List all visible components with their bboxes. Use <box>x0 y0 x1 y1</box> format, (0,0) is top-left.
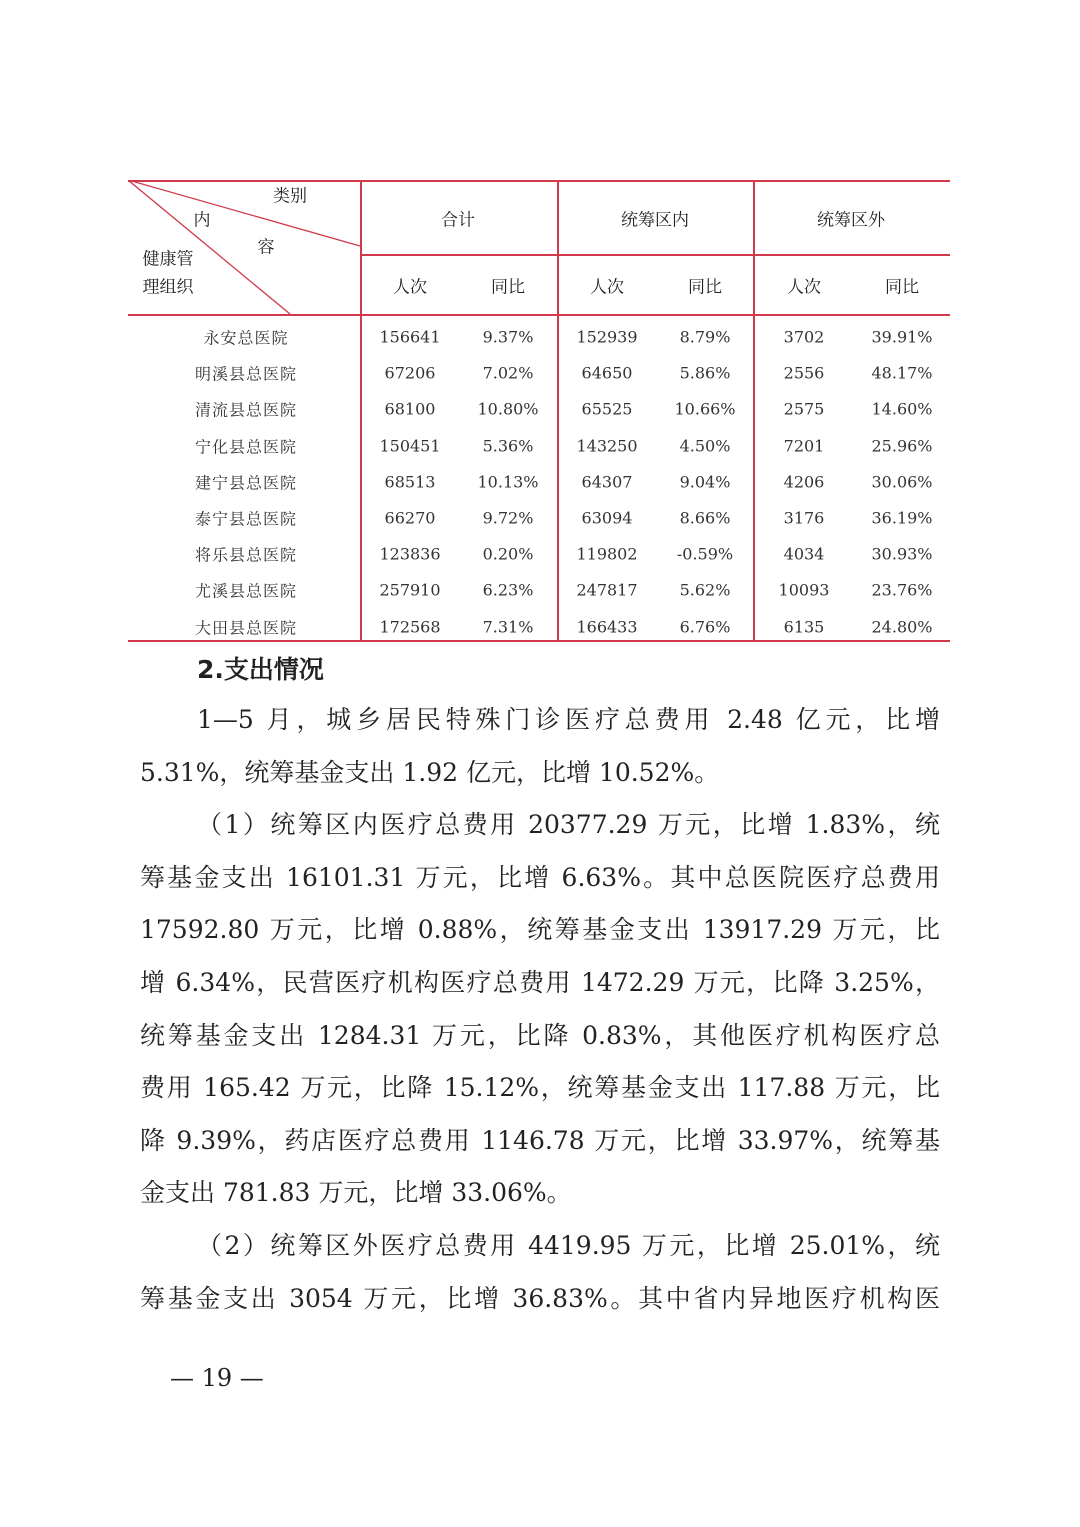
page-number: — 19 — <box>170 1364 264 1392</box>
table-cell: 10093 <box>778 580 830 600</box>
paragraph-line: 17592.80 万元，比增 0.88%，统筹基金支出 13917.29 万元，比 <box>140 915 940 945</box>
corner-label-content-1: 内 <box>193 210 211 231</box>
section-heading: 2.支出情况 <box>197 655 324 684</box>
table-cell: 156641 <box>379 327 441 347</box>
column-divider <box>753 180 755 641</box>
paragraph-line: （2）统筹区外医疗总费用 4419.95 万元，比增 25.01%，统 <box>197 1231 940 1260</box>
table-cell: 9.37% <box>482 327 534 347</box>
table-cell: 152939 <box>576 327 638 347</box>
table-cell: 39.91% <box>871 327 933 347</box>
table-cell: 8.66% <box>679 508 731 528</box>
column-group-header: 统筹区外 <box>817 210 885 231</box>
table-cell: 6.76% <box>679 617 731 637</box>
table-cell: 48.17% <box>871 363 933 383</box>
paragraph-line: 费用 165.42 万元，比降 15.12%，统筹基金支出 117.88 万元，比 <box>140 1073 940 1103</box>
column-sub-header: 同比 <box>885 277 919 298</box>
row-hospital-name: 宁化县总医院 <box>194 437 298 457</box>
table-cell: 7201 <box>783 436 825 456</box>
column-sub-header: 人次 <box>393 277 427 298</box>
row-hospital-name: 永安总医院 <box>203 328 289 348</box>
table-cell: 5.36% <box>482 436 534 456</box>
table-cell: 65525 <box>581 399 633 419</box>
table-cell: 25.96% <box>871 436 933 456</box>
table-cell: 30.93% <box>871 544 933 564</box>
table-cell: 36.19% <box>871 508 933 528</box>
statistics-table <box>128 180 950 641</box>
table-cell: 119802 <box>576 544 638 564</box>
table-cell: -0.59% <box>676 544 734 564</box>
table-cell: 63094 <box>581 508 633 528</box>
table-cell: 5.86% <box>679 363 731 383</box>
paragraph-line: 增 6.34%，民营医疗机构医疗总费用 1472.29 万元，比降 3.25%， <box>140 968 940 997</box>
table-cell: 166433 <box>576 617 638 637</box>
row-hospital-name: 将乐县总医院 <box>194 545 298 565</box>
table-cell: 150451 <box>379 436 441 456</box>
column-group-header: 合计 <box>441 210 475 231</box>
table-cell: 4206 <box>783 472 825 492</box>
paragraph-line: 金支出 781.83 万元，比增 33.06%。 <box>140 1178 572 1208</box>
header-mid-rule <box>360 254 950 256</box>
table-cell: 64650 <box>581 363 633 383</box>
corner-label-org-1: 健康管 <box>142 249 194 270</box>
paragraph-line: （1）统筹区内医疗总费用 20377.29 万元，比增 1.83%，统 <box>197 810 940 840</box>
table-cell: 68513 <box>384 472 436 492</box>
table-cell: 23.76% <box>871 580 933 600</box>
table-cell: 0.20% <box>482 544 534 564</box>
table-cell: 5.62% <box>679 580 731 600</box>
paragraph-line: 筹基金支出 3054 万元，比增 36.83%。其中省内异地医疗机构医 <box>140 1283 940 1313</box>
table-cell: 4034 <box>783 544 825 564</box>
column-sub-header: 人次 <box>590 277 624 298</box>
table-cell: 9.04% <box>679 472 731 492</box>
table-cell: 30.06% <box>871 472 933 492</box>
table-cell: 4.50% <box>679 436 731 456</box>
row-hospital-name: 建宁县总医院 <box>194 473 298 493</box>
table-cell: 7.31% <box>482 617 534 637</box>
table-cell: 3702 <box>783 327 825 347</box>
row-hospital-name: 明溪县总医院 <box>194 364 298 384</box>
table-cell: 247817 <box>576 580 638 600</box>
table-cell: 3176 <box>783 508 825 528</box>
table-cell: 9.72% <box>482 508 534 528</box>
table-cell: 6.23% <box>482 580 534 600</box>
paragraph-line: 降 9.39%，药店医疗总费用 1146.78 万元，比增 33.97%，统筹基 <box>140 1125 940 1155</box>
table-cell: 10.80% <box>477 399 539 419</box>
table-cell: 257910 <box>379 580 441 600</box>
column-sub-header: 同比 <box>491 277 525 298</box>
table-cell: 10.13% <box>477 472 539 492</box>
row-hospital-name: 大田县总医院 <box>194 618 298 638</box>
row-hospital-name: 泰宁县总医院 <box>194 509 298 529</box>
column-sub-header: 人次 <box>787 277 821 298</box>
table-bottom-rule <box>128 640 950 642</box>
table-cell: 123836 <box>379 544 441 564</box>
paragraph-line: 1—5 月，城乡居民特殊门诊医疗总费用 2.48 亿元，比增 <box>197 705 940 734</box>
table-cell: 2575 <box>783 399 825 419</box>
corner-label-org-2: 理组织 <box>142 277 194 298</box>
table-cell: 8.79% <box>679 327 731 347</box>
table-cell: 67206 <box>384 363 436 383</box>
table-cell: 2556 <box>783 363 825 383</box>
table-cell: 66270 <box>384 508 436 528</box>
table-cell: 64307 <box>581 472 633 492</box>
paragraph-line: 筹基金支出 16101.31 万元，比增 6.63%。其中总医院医疗总费用 <box>140 862 940 892</box>
column-sub-header: 同比 <box>688 277 722 298</box>
table-cell: 172568 <box>379 617 441 637</box>
table-cell: 14.60% <box>871 399 933 419</box>
paragraph-line: 5.31%，统筹基金支出 1.92 亿元，比增 10.52%。 <box>140 757 720 787</box>
column-divider <box>557 180 559 641</box>
corner-label-content-2: 容 <box>257 237 275 258</box>
table-cell: 68100 <box>384 399 436 419</box>
paragraph-line: 统筹基金支出 1284.31 万元，比降 0.83%，其他医疗机构医疗总 <box>140 1020 940 1050</box>
row-hospital-name: 尤溪县总医院 <box>194 581 298 601</box>
table-cell: 7.02% <box>482 363 534 383</box>
table-cell: 143250 <box>576 436 638 456</box>
table-cell: 10.66% <box>674 399 736 419</box>
column-group-header: 统筹区内 <box>621 210 689 231</box>
row-hospital-name: 清流县总医院 <box>194 400 298 420</box>
corner-label-category: 类别 <box>273 186 307 207</box>
table-cell: 6135 <box>783 617 825 637</box>
table-cell: 24.80% <box>871 617 933 637</box>
